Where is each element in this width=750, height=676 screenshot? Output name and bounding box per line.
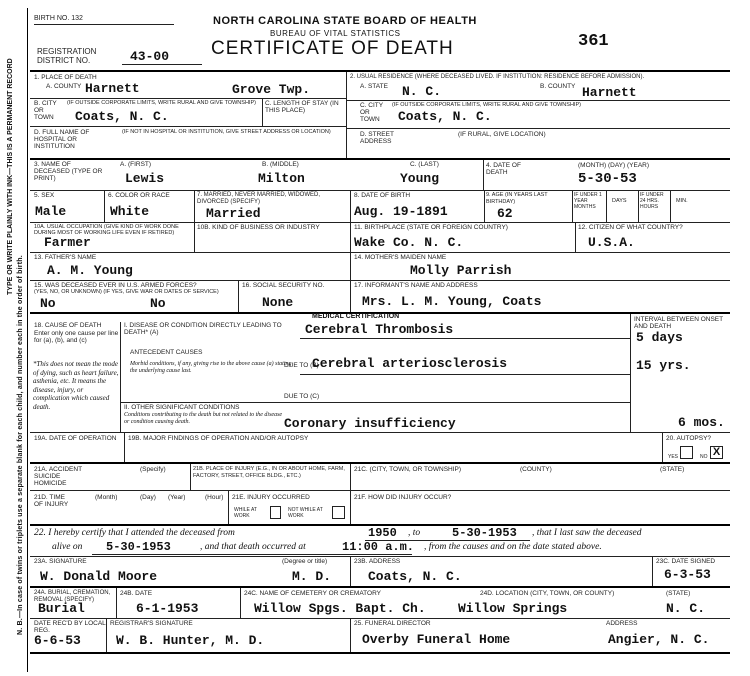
middle-name: Milton <box>258 171 305 186</box>
date-death-label: 4. DATE OF DEATH <box>486 162 521 176</box>
residence-label: 2. USUAL RESIDENCE (WHERE DECEASED LIVED. IF INSTITUTION: RESIDENCE BEFORE ADMISSION). <box>350 74 645 80</box>
sex: Male <box>35 204 67 219</box>
disease-label: I. DISEASE OR CONDITION DIRECTLY LEADING TO DEATH* (A) <box>124 322 282 336</box>
place-county: Harnett <box>85 81 140 96</box>
birthplace: Wake Co. N. C. <box>354 235 464 250</box>
burial-label: 24A. BURIAL, CREMATION, REMOVAL (SPECIFY) <box>34 590 111 603</box>
armed-value-1: No <box>40 296 56 311</box>
armed-note: (YES, NO, OR UNKNOWN) (IF YES, GIVE WAR OR DATES OF SERVICE) <box>34 289 219 295</box>
div-accident <box>190 464 191 490</box>
citizen-label: 12. CITIZEN OF WHAT COUNTRY? <box>578 224 683 231</box>
marital: Married <box>206 206 261 221</box>
days-label: DAYS <box>612 198 627 204</box>
grid-top <box>30 70 730 72</box>
due-b: Cerebral arteriosclerosis <box>312 356 508 371</box>
color-label: 6. COLOR OR RACE <box>108 192 170 199</box>
div-age <box>572 190 573 222</box>
certify-line2b: , and that death occurred at <box>200 542 306 552</box>
sig-addr-label: 23B. ADDRESS <box>354 558 401 565</box>
grid-line-8 <box>30 432 730 433</box>
birth-no-line <box>34 24 174 25</box>
first-name: Lewis <box>125 171 165 186</box>
location-label: 24D. LOCATION (CITY, TOWN, OR COUNTY) <box>480 590 615 597</box>
occ-label: 10A. USUAL OCCUPATION (GIVE KIND OF WORK DONE DURING MOST OF WORKING LIFE EVEN IF RETIRED) <box>34 224 179 236</box>
degree: M. D. <box>292 569 332 584</box>
stay-divider <box>262 98 263 126</box>
antecedent-label: ANTECEDENT CAUSES <box>130 349 203 356</box>
not-work-label: NOT WHILE AT WORK <box>288 507 323 519</box>
while-work-label: WHILE AT WORK <box>234 507 257 519</box>
disease: Cerebral Thrombosis <box>305 322 454 337</box>
reg-sig: W. B. Hunter, M. D. <box>116 633 265 648</box>
other-note: Conditions contributing to the death but not related to the disease or condition causing death. <box>124 412 283 425</box>
div-op <box>124 432 125 462</box>
time-hour: (Hour) <box>205 494 224 501</box>
cause-note: Enter only one cause per line for (a), (b), and (c) <box>34 330 119 344</box>
birthplace-label: 11. BIRTHPLACE (STATE OR FOREIGN COUNTRY) <box>354 224 508 231</box>
yes-checkbox[interactable] <box>680 446 693 459</box>
res-city-note: (IF OUTSIDE CORPORATE LIMITS, WRITE RURAL AND GIVE TOWNSHIP) <box>392 102 581 108</box>
stay-label: C. LENGTH OF STAY (IN THIS PLACE) <box>265 100 339 114</box>
certify-line1a: 22. I hereby certify that I attended the deceased from <box>34 528 235 538</box>
other: Coronary insufficiency <box>284 416 456 431</box>
place-city: Coats, N. C. <box>75 109 169 124</box>
div-citizen <box>575 222 576 252</box>
accident-specify: (Specify) <box>140 466 166 473</box>
business-label: 10B. KIND OF BUSINESS OR INDUSTRY <box>197 224 320 231</box>
place-county-label: A. COUNTY <box>46 83 82 90</box>
grid-line-3 <box>30 190 730 191</box>
occupation: Farmer <box>44 235 91 250</box>
registration-value: 43-00 <box>130 49 170 64</box>
cause-line-b <box>300 374 630 375</box>
div-hours <box>670 190 671 222</box>
op-findings-label: 19B. MAJOR FINDINGS OF OPERATION AND/OR AUTOPSY <box>128 435 309 442</box>
div-burial-date <box>240 588 241 618</box>
burial-date-label: 24B. DATE <box>120 590 153 597</box>
age-label: 9. AGE (IN YEARS LAST BIRTHDAY) <box>486 192 548 205</box>
place-city-label: B. CITY OR TOWN <box>34 100 57 121</box>
injury-county-label: (COUNTY) <box>520 466 552 473</box>
div-marital <box>350 190 351 222</box>
ssn-label: 16. SOCIAL SECURITY NO. <box>242 282 325 289</box>
div-birth <box>484 190 485 222</box>
res-county: Harnett <box>582 85 637 100</box>
burial-date: 6-1-1953 <box>136 601 199 616</box>
color: White <box>110 204 150 219</box>
age: 62 <box>497 206 513 221</box>
hospital-label: D. FULL NAME OF HOSPITAL OR INSTITUTION <box>34 129 90 150</box>
time-year: (Year) <box>168 494 186 501</box>
certify-line1b: , that I last saw the deceased <box>532 528 642 538</box>
burial: Burial <box>38 601 85 616</box>
div-color <box>194 190 195 222</box>
reg-line <box>122 64 202 65</box>
cause-line-a <box>300 338 630 339</box>
mother: Molly Parrish <box>410 263 512 278</box>
certificate-title: CERTIFICATE OF DEATH <box>211 38 454 59</box>
signature: W. Donald Moore <box>40 569 158 584</box>
middle-label: B. (MIDDLE) <box>262 161 299 168</box>
sig-address: Coats, N. C. <box>368 569 462 584</box>
antecedent-note: Morbid conditions, if any, giving rise to the above cause (a) stating the underlying cause last. <box>130 361 292 374</box>
reg-sig-label: REGISTRAR'S SIGNATURE <box>110 620 193 627</box>
birth-label: 8. DATE OF BIRTH <box>354 192 411 199</box>
accident-label: 21A. ACCIDENT SUICIDE HOMICIDE <box>34 466 82 487</box>
side-note-top: TYPE OR WRITE PLAINLY WITH INK—THIS IS A PERMANENT RECORD <box>7 58 14 295</box>
last-name: Young <box>400 171 440 186</box>
injury-state-label: (STATE) <box>660 466 685 473</box>
place-death-label: 1. PLACE OF DEATH <box>34 74 97 81</box>
grid-line-13 <box>30 586 730 588</box>
first-label: A. (FIRST) <box>120 161 152 168</box>
div-reg <box>106 618 107 652</box>
funeral: Overby Funeral Home <box>362 632 511 647</box>
due-b-label: DUE TO (B) <box>284 362 319 369</box>
res-line-b <box>346 128 730 129</box>
grid-bottom <box>30 652 730 654</box>
date-death-sub: (MONTH) (DAY) (YEAR) <box>578 162 650 169</box>
bureau-name: BUREAU OF VITAL STATISTICS <box>270 29 401 38</box>
medical-heading: MEDICAL CERTIFICATION <box>312 313 400 320</box>
div-autopsy <box>662 432 663 462</box>
cemetery-label: 24C. NAME OF CEMETERY OR CREMATORY <box>244 590 382 597</box>
res-street-label: D. STREET ADDRESS <box>360 131 394 145</box>
place-city-note: (IF OUTSIDE CORPORATE LIMITS, WRITE RURAL AND GIVE TOWNSHIP) <box>67 100 256 106</box>
grid-line-4 <box>30 222 730 223</box>
div-business <box>350 222 351 252</box>
how-label: 21F. HOW DID INJURY OCCUR? <box>354 494 452 501</box>
div-parents <box>350 252 351 280</box>
interval-label: INTERVAL BETWEEN ONSET AND DEATH <box>634 316 723 330</box>
res-state-label: A. STATE <box>360 83 388 90</box>
certificate-number: 361 <box>578 32 609 51</box>
board-name: NORTH CAROLINA STATE BOARD OF HEALTH <box>213 15 477 27</box>
div-interval <box>630 314 631 432</box>
father-label: 13. FATHER'S NAME <box>34 254 97 261</box>
cemetery: Willow Spgs. Bapt. Ch. <box>254 601 426 616</box>
citizen: U.S.A. <box>588 235 635 250</box>
registration-label: REGISTRATION DISTRICT NO. <box>37 47 97 65</box>
row1-line-a <box>30 98 346 99</box>
no-checkbox[interactable] <box>710 446 723 459</box>
father: A. M. Young <box>47 263 133 278</box>
yes-label: YES <box>668 454 679 460</box>
date-signed-label: 23C. DATE SIGNED <box>656 558 716 565</box>
cause-label: 18. CAUSE OF DEATH <box>34 322 102 329</box>
armed-label: 15. WAS DECEASED EVER IN U.S. ARMED FORCES? <box>34 282 197 289</box>
birth: Aug. 19-1891 <box>354 204 448 219</box>
frame-left <box>27 8 28 672</box>
burial-state-label: (STATE) <box>666 590 691 597</box>
cause-line-c <box>120 402 630 403</box>
place-township: Grove Twp. <box>232 82 311 97</box>
date-death: 5-30-53 <box>578 171 637 187</box>
degree-label: (Degree or title) <box>282 558 328 565</box>
birth-no: BIRTH NO. 132 <box>34 15 83 22</box>
occurred-label: 21E. INJURY OCCURRED <box>232 494 310 501</box>
div-ssn <box>350 280 351 312</box>
res-county-label: B. COUNTY <box>540 83 576 90</box>
res-state: N. C. <box>402 84 442 99</box>
div-cause-left <box>120 322 121 432</box>
certify-from: 1950 <box>368 526 397 540</box>
certify-to-word: , to <box>408 528 421 538</box>
divider-1-2 <box>346 72 347 158</box>
armed-value-2: No <box>150 296 166 311</box>
time-day: (Day) <box>140 494 156 501</box>
certify-under-2 <box>92 554 412 555</box>
side-note: N. B.—In case of twins or triplets use a separate blank for each child, and number each in the order of birth. <box>17 255 24 635</box>
div-occurred <box>350 490 351 524</box>
interval-a: 5 days <box>636 330 683 345</box>
grid-line-9 <box>30 462 730 464</box>
sig-label: 23A. SIGNATURE <box>34 558 87 565</box>
funeral-address: Angier, N. C. <box>608 632 710 647</box>
certify-alive: alive on <box>52 542 83 552</box>
grid-line-10 <box>30 490 730 491</box>
div-time <box>228 490 229 524</box>
grid-line-6 <box>30 280 730 281</box>
div-place-injury <box>350 464 351 490</box>
reg-date: 6-6-53 <box>34 633 81 648</box>
div-occ <box>194 222 195 252</box>
grid-line-5 <box>30 252 730 253</box>
informant: Mrs. L. M. Young, Coats <box>362 294 542 309</box>
location: Willow Springs <box>458 601 568 616</box>
div-burial <box>116 588 117 618</box>
other-label: II. OTHER SIGNIFICANT CONDITIONS <box>124 404 240 411</box>
interval-other: 6 mos. <box>678 415 725 430</box>
time-injury-label: 21D. TIME OF INJURY <box>34 494 69 508</box>
autopsy-mark: X <box>712 446 721 458</box>
no-label: NO <box>700 454 708 460</box>
marital-label: 7. MARRIED, NEVER MARRIED, WIDOWED, DIVORCED (SPECIFY) <box>197 192 321 205</box>
not-work-checkbox[interactable] <box>332 506 345 519</box>
burial-state: N. C. <box>666 601 706 616</box>
reg-date-label: DATE REC'D BY LOCAL REG. <box>34 620 106 634</box>
sex-label: 5. SEX <box>34 192 55 199</box>
time-month: (Month) <box>95 494 118 501</box>
res-street-note: (IF RURAL, GIVE LOCATION) <box>458 131 546 138</box>
funeral-label: 25. FUNERAL DIRECTOR <box>354 620 431 627</box>
certify-alive-date: 5-30-1953 <box>106 540 171 554</box>
div-date-signed <box>652 556 653 586</box>
name-label: 3. NAME OF DECEASED (TYPE OR PRINT) <box>34 161 103 182</box>
date-death-divider <box>483 160 484 190</box>
res-line-a <box>346 100 730 101</box>
div-sig <box>350 556 351 586</box>
certify-time: 11:00 a.m. <box>342 540 415 554</box>
grid-line-2 <box>30 158 730 160</box>
footnote: *This does not mean the mode of dying, such as heart failure, asthenia, etc. It means the disease, injury, or complication which caused death. <box>33 360 119 411</box>
hospital-note: (IF NOT IN HOSPITAL OR INSTITUTION, GIVE STREET ADDRESS OR LOCATION) <box>122 129 331 135</box>
certify-to: 5-30-1953 <box>452 526 517 540</box>
while-work-checkbox[interactable] <box>270 506 281 519</box>
div-days <box>638 190 639 222</box>
autopsy-label: 20. AUTOPSY? <box>666 435 712 442</box>
res-city: Coats, N. C. <box>398 109 492 124</box>
informant-label: 17. INFORMANT'S NAME AND ADDRESS <box>354 282 478 289</box>
div-months <box>606 190 607 222</box>
date-signed: 6-3-53 <box>664 567 711 582</box>
interval-b: 15 yrs. <box>636 358 691 373</box>
last-label: C. (LAST) <box>410 161 439 168</box>
div-sex <box>104 190 105 222</box>
months-label: IF UNDER 1 YEAR MONTHS <box>574 192 602 210</box>
grid-line-14 <box>30 618 730 619</box>
div-reg-sig <box>350 618 351 652</box>
injury-city-label: 21C. (CITY, TOWN, OR TOWNSHIP) <box>354 466 462 473</box>
certify-line2c: , from the causes and on the date stated above. <box>424 542 602 552</box>
ssn: None <box>262 295 294 310</box>
op-date-label: 19A. DATE OF OPERATION <box>34 435 117 442</box>
place-injury-label: 21B. PLACE OF INJURY (E.G., IN OR ABOUT HOME, FARM, FACTORY, STREET, OFFICE BLDG., ETC.) <box>193 466 345 479</box>
row1-line-b <box>30 126 346 127</box>
grid-line-12 <box>30 556 730 557</box>
hours-label: IF UNDER 24 HRS. HOURS <box>640 192 664 210</box>
min-label: MIN. <box>676 198 688 204</box>
due-c-label: DUE TO (C) <box>284 393 320 400</box>
res-city-label: C. CITY OR TOWN <box>360 102 383 123</box>
mother-label: 14. MOTHER'S MAIDEN NAME <box>354 254 447 261</box>
funeral-address-label: ADDRESS <box>606 620 638 627</box>
